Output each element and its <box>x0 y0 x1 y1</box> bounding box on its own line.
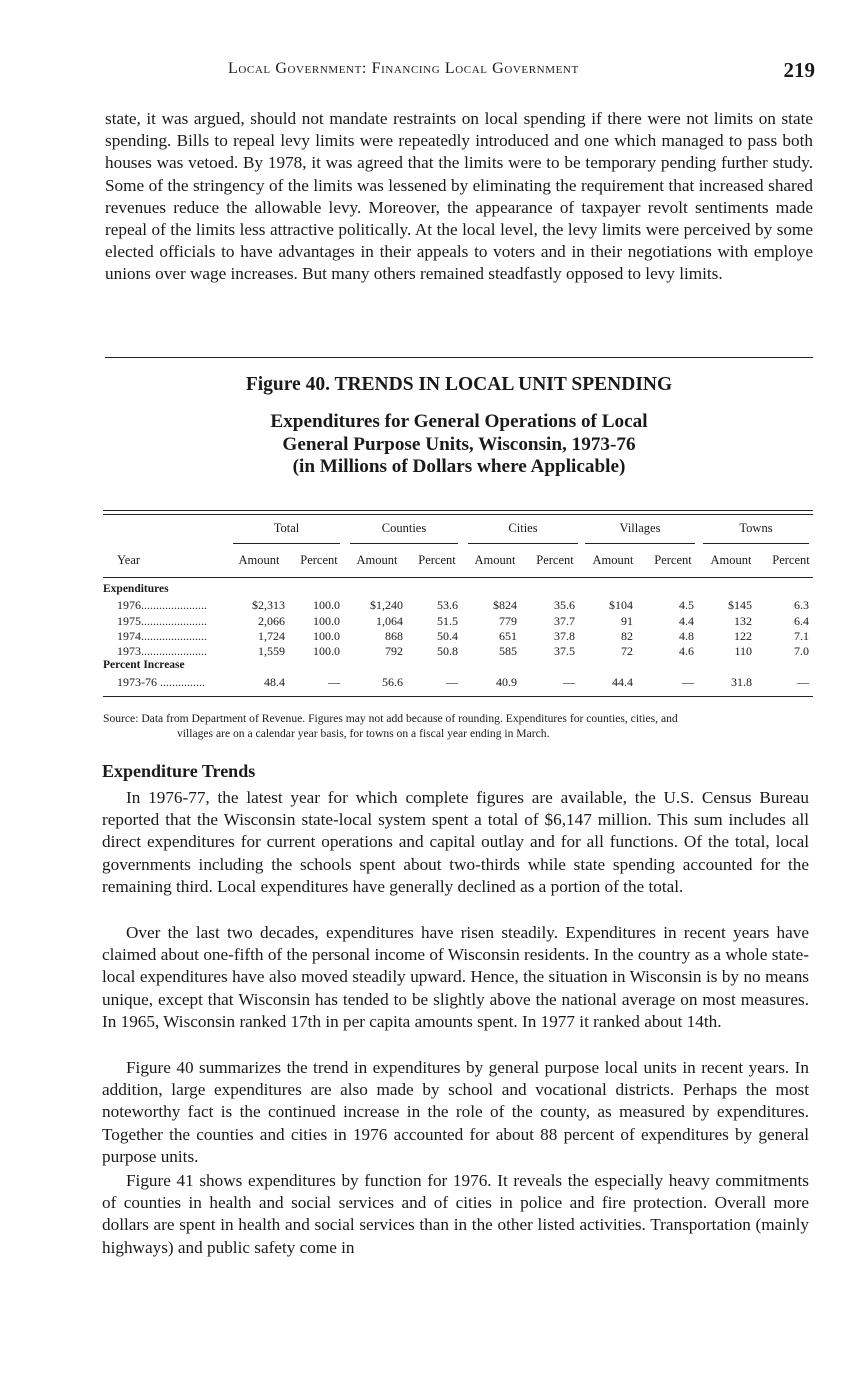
cell-villages-amount: 72 <box>621 644 633 659</box>
cell-villages-amount: 82 <box>621 628 633 643</box>
cell-towns-amount: 110 <box>734 644 752 659</box>
column-header-percent: Percent <box>418 553 456 567</box>
cell-towns-amount: 122 <box>734 628 752 643</box>
cell-towns-percent: 6.3 <box>794 598 809 613</box>
table-header-rule <box>103 577 813 578</box>
figure-subtitle-line: Expenditures for General Operations of Local <box>270 411 648 432</box>
section-label-expenditures: Expenditures <box>103 583 169 595</box>
cell-towns-percent: 7.0 <box>794 644 809 659</box>
column-header-amount: Amount <box>474 553 516 567</box>
column-header-percent: Percent <box>772 553 810 567</box>
cell-villages-amount: 44.4 <box>612 674 633 689</box>
cell-cities-amount: $824 <box>493 598 517 613</box>
source-line: Source: Data from Department of Revenue. Figures may not add because of rounding. Expenditures for counties, cities, and <box>103 712 678 725</box>
cell-cities-percent: 35.6 <box>554 598 575 613</box>
table-top-rule <box>103 510 813 511</box>
cell-total-amount: 1,559 <box>258 644 285 659</box>
cell-total-percent: 100.0 <box>313 598 340 613</box>
group-header-towns: Towns <box>739 521 773 535</box>
column-header-percent: Percent <box>300 553 338 567</box>
cell-villages-percent: — <box>682 674 694 689</box>
column-header-amount: Amount <box>356 553 398 567</box>
cell-total-amount: 48.4 <box>264 674 285 689</box>
cell-total-percent: 100.0 <box>313 644 340 659</box>
cell-villages-percent: 4.4 <box>679 613 694 628</box>
cell-counties-amount: 1,064 <box>376 613 403 628</box>
cell-cities-percent: — <box>563 674 575 689</box>
cell-counties-percent: 50.8 <box>437 644 458 659</box>
column-header-amount: Amount <box>710 553 752 567</box>
cell-cities-percent: 37.5 <box>554 644 575 659</box>
section-label-percent-increase: Percent Increase <box>103 659 185 672</box>
section-heading: Expenditure Trends <box>102 761 256 781</box>
table-row <box>103 644 813 659</box>
cell-total-percent: — <box>328 674 340 689</box>
cell-cities-amount: 651 <box>499 628 517 643</box>
group-header-total: Total <box>273 521 300 535</box>
column-header-percent: Percent <box>536 553 574 567</box>
section-paragraph: In 1976-77, the latest year for which complete figures are available, the U.S. Census Bureau reported that the Wisconsin state-local system spent a total of $6,147 million. This sum includes all direct expenditures for current operations and capital outlay and for all functions. Of the total, local governments including the schools spent about two-thirds while state spending accounted for the remaining third. Local expenditures have generally declined as a portion of the total. <box>102 788 809 896</box>
cell-cities-amount: 585 <box>499 644 517 659</box>
cell-counties-percent: 50.4 <box>437 628 458 643</box>
row-label: 1974...................... <box>117 628 207 643</box>
cell-cities-amount: 40.9 <box>496 674 517 689</box>
cell-total-amount: $2,313 <box>252 598 285 613</box>
group-underline <box>468 543 578 544</box>
cell-towns-amount: 31.8 <box>731 674 752 689</box>
cell-towns-percent: 6.4 <box>794 613 809 628</box>
running-head: Local Government: Financing Local Government <box>228 60 579 77</box>
row-label: 1976...................... <box>117 598 207 613</box>
cell-total-amount: 2,066 <box>258 613 285 628</box>
intro-paragraph: state, it was argued, should not mandate restraints on local spending if there were not limits on state spending. Bills to repeal levy limits were repeatedly introduced and one which managed to pass both houses was vetoed. By 1978, it was agreed that the limits were to be temporary pending further study. Some of the stringency of the limits was lessened by eliminating the requirement that increased shared revenues reduce the allowable levy. Moreover, the appearance of taxpayer revolt sentiments made repeal of the limits less attractive politically. At the local level, the levy limits were perceived by some elected officials to have advantages in their appeals to voters and in their negotiations with employe unions over wage increases. But many others remained steadfastly opposed to levy limits. <box>105 109 813 284</box>
group-header-counties: Counties <box>381 521 427 535</box>
cell-towns-percent: 7.1 <box>794 628 809 643</box>
figure-subtitle <box>105 411 813 479</box>
group-underline <box>585 543 695 544</box>
cell-towns-percent: — <box>797 674 809 689</box>
cell-total-amount: 1,724 <box>258 628 285 643</box>
source-line: villages are on a calendar year basis, for towns on a fiscal year ending in March. <box>177 727 550 740</box>
group-underline <box>233 543 340 544</box>
column-header-amount: Amount <box>238 553 280 567</box>
table-row <box>103 629 813 644</box>
cell-cities-percent: 37.8 <box>554 628 575 643</box>
group-header-cities: Cities <box>508 521 538 535</box>
figure-title: Figure 40. TRENDS IN LOCAL UNIT SPENDING <box>245 374 673 395</box>
cell-counties-amount: $1,240 <box>370 598 403 613</box>
column-header-amount: Amount <box>592 553 634 567</box>
cell-total-percent: 100.0 <box>313 628 340 643</box>
section-paragraph: Figure 41 shows expenditures by function for 1976. It reveals the especially heavy commitments of counties in health and social services and of cities in police and fire protection. Overall more dollars are spent in health and social services than in the other listed activities. Transportation (mainly highways) and public safety come in <box>102 1171 809 1257</box>
section-paragraph: Figure 40 summarizes the trend in expenditures by general purpose local units in recent years. In addition, large expenditures are also made by school and vocational districts. Perhaps the most noteworthy fact is the continued increase in the role of the county, as measured by expenditures. Together the counties and cities in 1976 accounted for about 88 percent of expenditures by general purpose units. <box>102 1058 809 1166</box>
row-label: 1973...................... <box>117 644 207 659</box>
table-section-row <box>103 583 813 598</box>
section-paragraph: Over the last two decades, expenditures have risen steadily. Expenditures in recent years have claimed about one-fifth of the personal income of Wisconsin residents. In the country as a whole state-local expenditures have also moved steadily upward. Hence, the situation in Wisconsin is by no means unique, except that Wisconsin has tended to be slightly above the national average on most measures. In 1965, Wisconsin ranked 17th in per capita amounts spent. In 1977 it ranked about 14th. <box>102 923 809 1031</box>
cell-cities-percent: 37.7 <box>554 613 575 628</box>
cell-counties-percent: — <box>446 674 458 689</box>
table-row <box>103 598 813 613</box>
figure-subtitle-line: General Purpose Units, Wisconsin, 1973-76 <box>282 433 636 455</box>
cell-villages-percent: 4.5 <box>679 598 694 613</box>
cell-counties-amount: 56.6 <box>382 674 403 689</box>
cell-counties-amount: 868 <box>385 628 403 643</box>
table-bottom-rule <box>103 696 813 697</box>
table-row-increase <box>103 675 813 690</box>
group-underline <box>350 543 458 544</box>
cell-total-percent: 100.0 <box>313 613 340 628</box>
table-source-note <box>103 711 813 741</box>
cell-villages-percent: 4.6 <box>679 644 694 659</box>
cell-villages-amount: $104 <box>609 598 633 613</box>
table-body <box>103 583 813 690</box>
cell-cities-amount: 779 <box>499 613 517 628</box>
cell-counties-percent: 51.5 <box>437 613 458 628</box>
table-top-rule-double <box>103 514 813 515</box>
cell-counties-percent: 53.6 <box>437 598 458 613</box>
cell-towns-amount: $145 <box>728 598 752 613</box>
group-header-villages: Villages <box>619 521 661 535</box>
cell-villages-percent: 4.8 <box>679 628 694 643</box>
figure-top-rule <box>105 357 813 358</box>
cell-towns-amount: 132 <box>734 613 752 628</box>
column-header-percent: Percent <box>654 553 692 567</box>
figure-subtitle-line: (in Millions of Dollars where Applicable) <box>292 456 626 477</box>
cell-villages-amount: 91 <box>621 613 633 628</box>
cell-counties-amount: 792 <box>385 644 403 659</box>
page-number: 219 <box>783 58 815 82</box>
row-label: 1973-76 ............... <box>117 674 205 689</box>
column-header-year: Year <box>117 553 141 567</box>
table-section-row <box>103 659 813 674</box>
table-row <box>103 614 813 629</box>
row-label: 1975...................... <box>117 613 207 628</box>
group-underline <box>703 543 809 544</box>
